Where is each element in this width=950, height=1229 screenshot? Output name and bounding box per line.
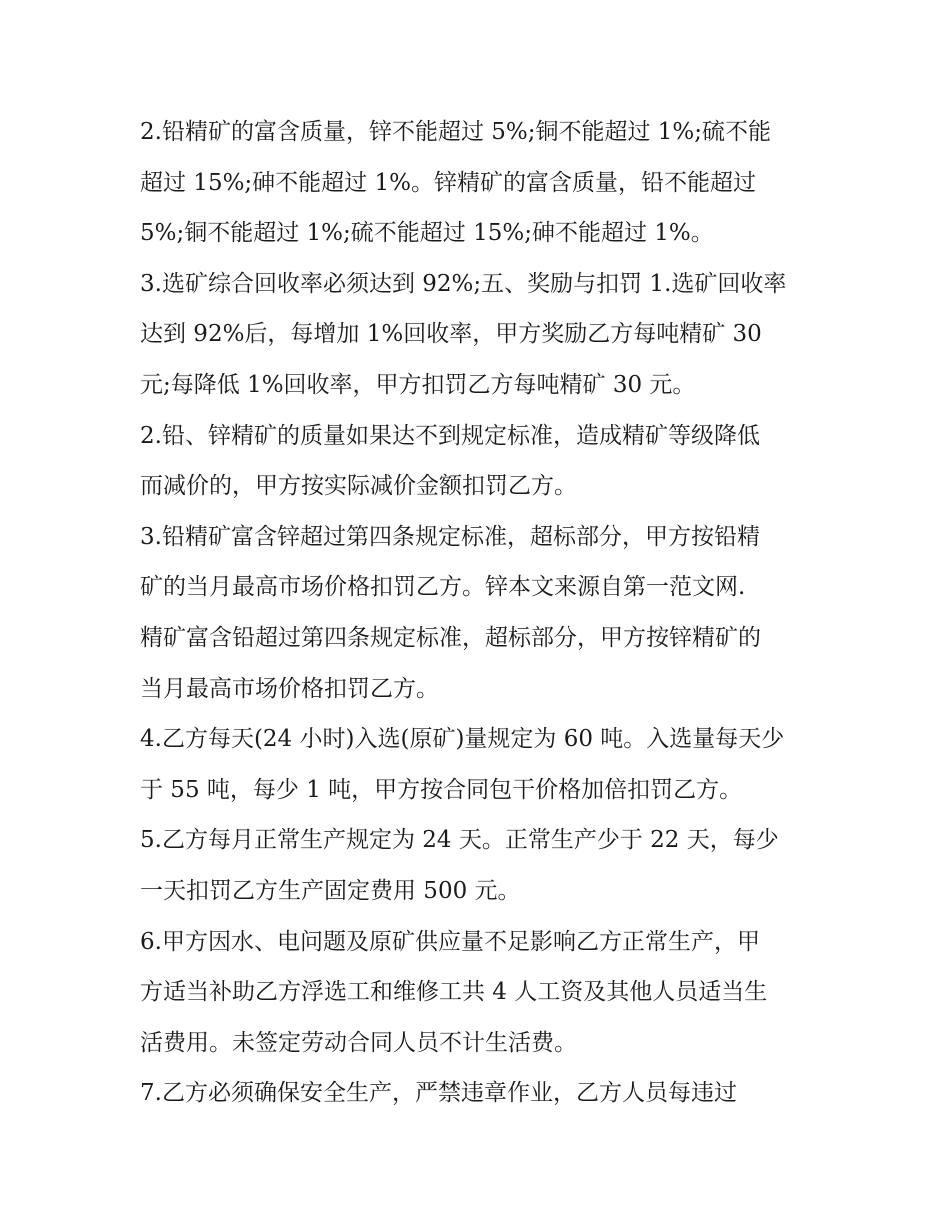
text-line: 3.选矿综合回收率必须达到 92%;五、奖励与扣罚 1.选矿回收率 [140,270,787,297]
document-body [140,107,820,1119]
text-line: 精矿富含铅超过第四条规定标准，超标部分，甲方按锌精矿的 [140,624,761,651]
text-line: 矿的当月最高市场价格扣罚乙方。锌本文来源自第一范文网. [140,574,746,601]
text-line: 5.乙方每月正常生产规定为 24 天。正常生产少于 22 天，每少 [140,827,779,854]
text-line: 2.铅、锌精矿的质量如果达不到规定标准，造成精矿等级降低 [140,422,760,449]
text-line: 方适当补助乙方浮选工和维修工共 4 人工资及其他人员适当生 [140,979,768,1006]
text-line: 3.铅精矿富含锌超过第四条规定标准，超标部分，甲方按铅精 [140,523,760,550]
text-line: 5%;铜不能超过 1%;硫不能超过 15%;砷不能超过 1%。 [140,220,714,247]
text-line: 元;每降低 1%回收率，甲方扣罚乙方每吨精矿 30 元。 [140,371,696,398]
text-line: 而减价的，甲方按实际减价金额扣罚乙方。 [140,473,577,500]
text-line: 2.铅精矿的富含质量，锌不能超过 5%;铜不能超过 1%;硫不能 [140,119,772,145]
text-line: 超过 15%;砷不能超过 1%。锌精矿的富含质量，铅不能超过 [140,169,756,196]
text-line: 达到 92%后，每增加 1%回收率，甲方奖励乙方每吨精矿 30 [140,321,762,348]
text-line: 当月最高市场价格扣罚乙方。 [140,675,439,702]
text-line: 4.乙方每天(24 小时)入选(原矿)量规定为 60 吨。入选量每天少 [140,726,785,753]
text-line: 7.乙方必须确保安全生产，严禁违章作业，乙方人员每违过 [140,1080,737,1107]
text-line: 于 55 吨，每少 1 吨，甲方按合同包干价格加倍扣罚乙方。 [140,776,743,803]
text-line: 活费用。未签定劳动合同人员不计生活费。 [140,1029,577,1056]
text-line: 6.甲方因水、电问题及原矿供应量不足影响乙方正常生产，甲 [140,928,760,955]
text-line: 一天扣罚乙方生产固定费用 500 元。 [140,877,521,904]
